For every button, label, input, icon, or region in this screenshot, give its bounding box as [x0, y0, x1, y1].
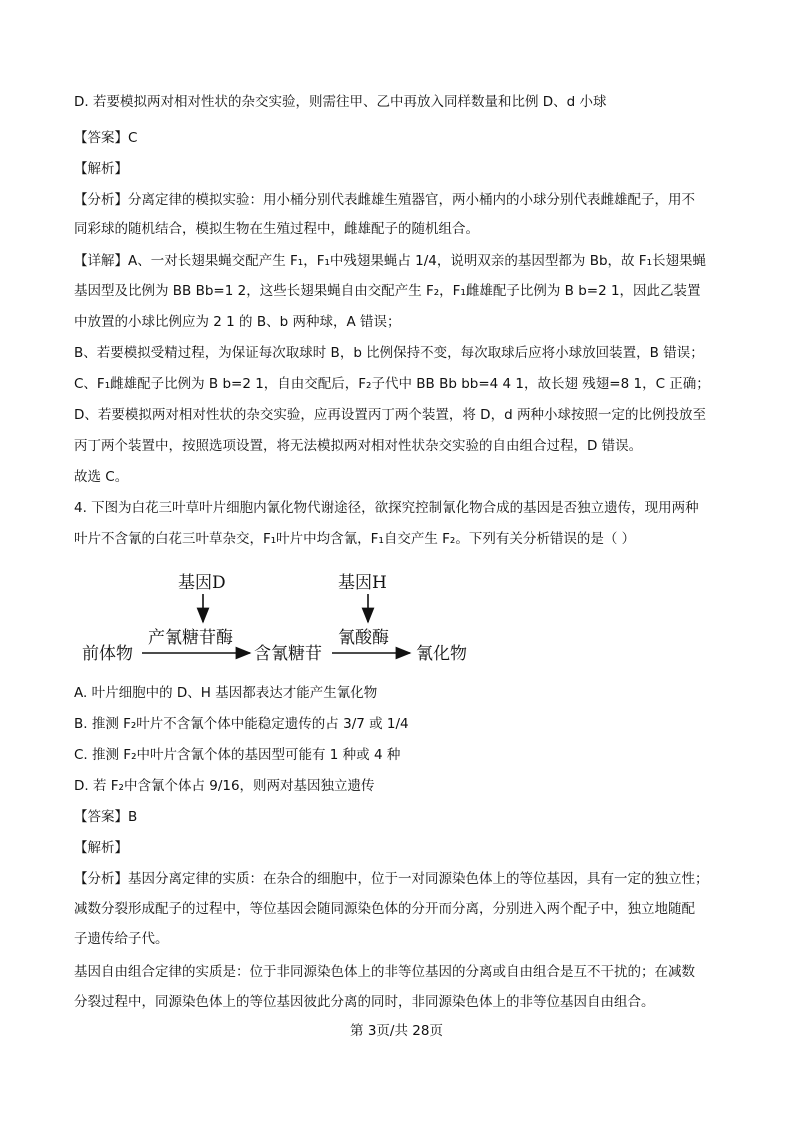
gene-d-label: 基因D [178, 573, 226, 593]
detail-text-a-cont1: 基因型及比例为 BB Bb=1 2，这些长翅果蝇自由交配产生 F₂，F₁雌雄配子比例为 B b=2 1，因此乙装置 [74, 283, 701, 299]
answer-q4: 【答案】B [74, 809, 138, 825]
page-number-footer: 第 3页/共 28页 [350, 1023, 443, 1039]
option-b-q4: B. 推测 F₂叶片不含氰个体中能稳定遗传的占 3/7 或 1/4 [74, 716, 409, 732]
cyanide-pathway-diagram [70, 566, 490, 676]
product-label: 氰化物 [416, 644, 467, 664]
detail-text-d-cont: 丙丁两个装置中，按照选项设置，将无法模拟两对相对性状杂交实验的自由组合过程，D 错误。 [74, 438, 643, 454]
detail-text-d: D、若要模拟两对相对性状的杂交实验，应再设置丙丁两个装置，将 D，d 两种小球按照一定的比例投放至 [74, 407, 706, 423]
detail-text-c: C、F₁雌雄配子比例为 B b=2 1，自由交配后，F₂子代中 BB Bb bb=4 4 1，故长翅 残翅=8 1，C 正确； [74, 376, 710, 392]
gene-h-label: 基因H [338, 573, 387, 593]
analysis-text-q4-cont2: 子遗传给子代。 [74, 931, 169, 947]
intermediate-label: 含氰糖苷 [254, 644, 322, 664]
detail-text-a-cont2: 中放置的小球比例应为 2 1 的 B、b 两种球，A 错误； [74, 314, 401, 330]
option-c-q4: C. 推测 F₂中叶片含氰个体的基因型可能有 1 种或 4 种 [74, 747, 401, 763]
analysis-heading-q3: 【解析】 [74, 161, 128, 177]
analysis-text-q4-para2: 基因自由组合定律的实质是：位于非同源染色体上的非等位基因的分离或自由组合是互不干扰的；在减数 [74, 964, 695, 980]
option-a-q4: A. 叶片细胞中的 D、H 基因都表达才能产生氰化物 [74, 685, 378, 701]
analysis-text-q3: 【分析】分离定律的模拟实验：用小桶分别代表雌雄生殖器官，两小桶内的小球分别代表雌雄配子，用不 [74, 192, 695, 208]
analysis-text-q4-para2-cont: 分裂过程中，同源染色体上的等位基因彼此分离的同时，非同源染色体上的非等位基因自由组合。 [74, 994, 655, 1010]
detail-text-a: 【详解】A、一对长翅果蝇交配产生 F₁，F₁中残翅果蝇占 1/4，说明双亲的基因型都为 Bb，故 F₁长翅果蝇 [74, 253, 706, 269]
choice-q3: 故选 C。 [74, 469, 129, 485]
option-d-q3: D. 若要模拟两对相对性状的杂交实验，则需往甲、乙中再放入同样数量和比例 D、d 小球 [74, 94, 607, 110]
analysis-text-q4-cont1: 减数分裂形成配子的过程中，等位基因会随同源染色体的分开而分离，分别进入两个配子中，独立地随配 [74, 901, 695, 917]
analysis-heading-q4: 【解析】 [74, 840, 128, 856]
option-d-q4: D. 若 F₂中含氰个体占 9/16，则两对基因独立遗传 [74, 778, 375, 794]
precursor-label: 前体物 [82, 644, 133, 664]
analysis-text-q3-cont: 同彩球的随机结合，模拟生物在生殖过程中，雌雄配子的随机组合。 [74, 221, 479, 237]
answer-q3: 【答案】C [74, 130, 138, 146]
question-4-stem-cont: 叶片不含氰的白花三叶草杂交，F₁叶片中均含氰，F₁自交产生 F₂。下列有关分析错误的是（ ） [74, 531, 636, 547]
enzyme-2-label: 氰酸酶 [338, 628, 389, 648]
detail-text-b: B、若要模拟受精过程，为保证每次取球时 B，b 比例保持不变，每次取球后应将小球放回装置，B 错误； [74, 345, 704, 361]
question-4-stem: 4. 下图为白花三叶草叶片细胞内氰化物代谢途径，欲探究控制氰化物合成的基因是否独立遗传，现用两种 [74, 500, 699, 516]
enzyme-1-label: 产氰糖苷酶 [148, 628, 233, 648]
analysis-text-q4: 【分析】基因分离定律的实质：在杂合的细胞中，位于一对同源染色体上的等位基因，具有一定的独立性； [74, 871, 709, 887]
